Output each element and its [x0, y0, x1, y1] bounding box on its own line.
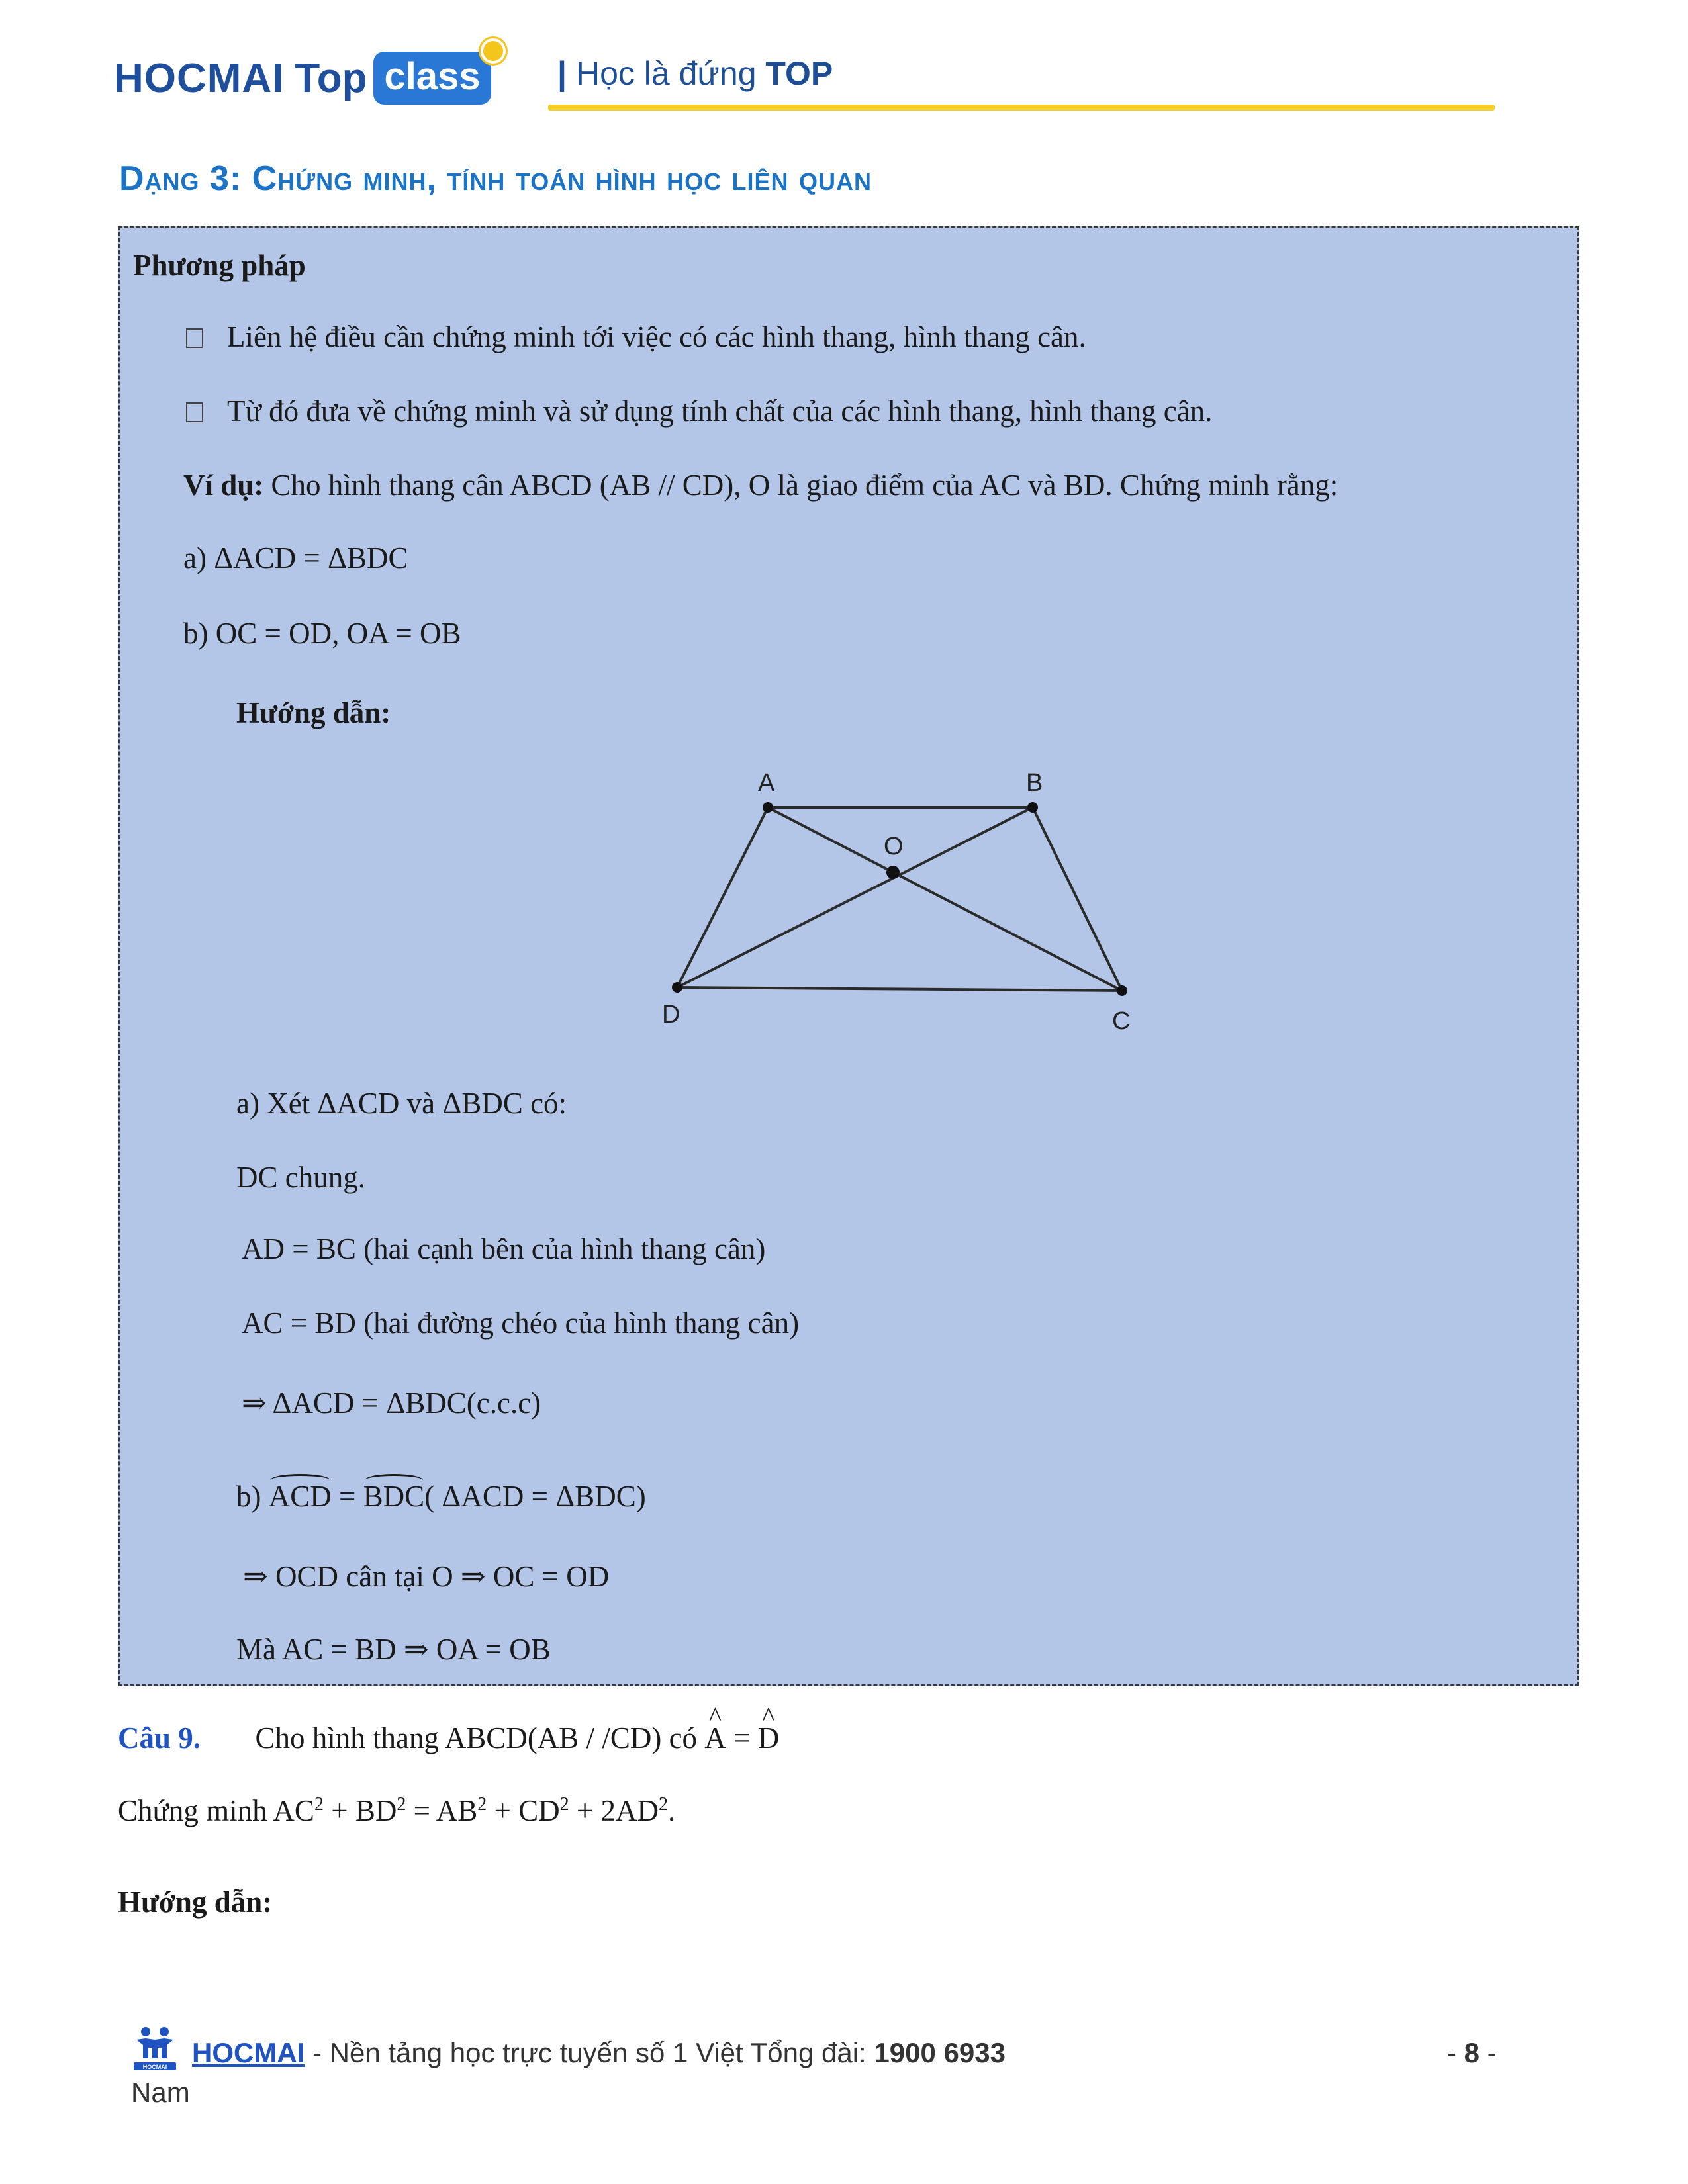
- page-num-value: 8: [1464, 2037, 1480, 2068]
- page-pre: -: [1447, 2037, 1464, 2068]
- footer-nam: Nam: [131, 2077, 190, 2108]
- diagonal-ac: [768, 807, 1122, 991]
- example-text: Cho hình thang cân ABCD (AB // CD), O là giao điểm của AC và BD. Chứng minh rằng:: [263, 469, 1338, 502]
- tagline-text: Học là đứng: [576, 55, 766, 92]
- checkbox-icon: [186, 402, 203, 422]
- diagonal-bd: [677, 807, 1033, 987]
- question-guide-heading: Hướng dẫn:: [118, 1886, 273, 1919]
- example-part-a: a) ΔACD = ΔBDC: [183, 541, 408, 574]
- sun-icon: [481, 38, 506, 64]
- hocmai-people-icon: [131, 2025, 179, 2073]
- point-d: [672, 982, 682, 993]
- point-c: [1117, 985, 1127, 996]
- footer-phone: 1900 6933: [874, 2037, 1006, 2068]
- solution-b-line-2: ⇒ OCD cân tại O ⇒ OC = OD: [243, 1560, 610, 1593]
- sq-5: 2: [659, 1794, 669, 1815]
- footer-brand-link[interactable]: HOCMAI: [192, 2037, 305, 2068]
- header-divider: [548, 105, 1495, 111]
- section-title: Dạng 3: Chứng minh, tính toán hình học liên quan: [119, 159, 872, 198]
- footer-description: - Nền tảng học trực tuyến số 1 Việt Tổng đài:: [305, 2037, 874, 2068]
- question-text: Cho hình thang ABCD(AB / /CD) có: [255, 1721, 705, 1754]
- page-number: [1447, 2037, 1497, 2069]
- example-line: [183, 468, 1338, 502]
- sq-1: 2: [314, 1794, 324, 1815]
- trapezoid-figure: [655, 764, 1158, 1056]
- edge-bc: [1033, 807, 1122, 991]
- prove-ad: + 2AD: [569, 1794, 659, 1827]
- angle-acd: ACD: [268, 1480, 332, 1513]
- prove-cd: + CD: [487, 1794, 560, 1827]
- hocmai-topclass-logo: [114, 52, 491, 105]
- solution-line-4: AC = BD (hai đường chéo của hình thang cân): [242, 1306, 800, 1340]
- logo-top-text: Top: [295, 55, 367, 101]
- logo-class-badge: [373, 52, 491, 105]
- angle-d: ^ D: [758, 1721, 780, 1755]
- edge-cd: [677, 987, 1122, 991]
- point-o: [886, 866, 900, 879]
- sq-3: 2: [477, 1794, 487, 1815]
- sol-b-prefix: b): [236, 1480, 269, 1513]
- label-a: A: [758, 769, 775, 797]
- method-bullet-1: [186, 320, 1086, 354]
- guide-heading: Hướng dẫn:: [236, 696, 391, 729]
- solution-b-line-3: Mà AC = BD ⇒ OA = OB: [236, 1633, 551, 1666]
- example-label: Ví dụ:: [183, 469, 264, 502]
- tagline-top: TOP: [765, 55, 833, 92]
- point-a: [763, 802, 773, 813]
- angle-bdc: BDC: [363, 1480, 425, 1513]
- prove-ac: Chứng minh AC: [118, 1794, 314, 1827]
- method-heading: Phương pháp: [133, 249, 306, 282]
- method-bullet-2: [186, 394, 1212, 428]
- label-b: B: [1026, 769, 1043, 797]
- footer-text: [192, 2037, 1006, 2069]
- checkbox-icon: [186, 328, 203, 348]
- question-eq: =: [726, 1721, 758, 1754]
- header-tagline: [557, 54, 833, 93]
- logo-hocmai-text: HOCMAI: [114, 55, 285, 101]
- logo-class-text: class: [384, 55, 481, 98]
- solution-line-2: DC chung.: [236, 1161, 365, 1194]
- question-label: Câu 9.: [118, 1721, 201, 1754]
- question-9-line: [118, 1721, 779, 1755]
- label-d: D: [662, 1001, 680, 1028]
- sol-b-suffix: ( ΔACD = ΔBDC): [424, 1480, 646, 1513]
- question-9-prove: [118, 1794, 675, 1828]
- page-post: -: [1479, 2037, 1497, 2068]
- prove-ab: = AB: [406, 1794, 478, 1827]
- prove-end: .: [668, 1794, 676, 1827]
- sol-b-mid: =: [331, 1480, 363, 1513]
- method-bullet-2-text: Từ đó đưa về chứng minh và sử dụng tính chất của các hình thang, hình thang cân.: [227, 394, 1213, 428]
- solution-line-3: AD = BC (hai cạnh bên của hình thang cân): [242, 1232, 766, 1265]
- angle-a: ^ A: [704, 1721, 726, 1755]
- tagline-separator: |: [557, 55, 567, 92]
- label-c: C: [1112, 1007, 1131, 1035]
- method-bullet-1-text: Liên hệ điều cần chứng minh tới việc có các hình thang, hình thang cân.: [227, 320, 1086, 353]
- prove-bd: + BD: [323, 1794, 397, 1827]
- label-o: O: [884, 833, 904, 860]
- edge-da: [677, 807, 768, 987]
- solution-b-line-1: [236, 1479, 646, 1514]
- example-part-b: b) OC = OD, OA = OB: [183, 617, 461, 650]
- sq-4: 2: [559, 1794, 569, 1815]
- solution-line-1: a) Xét ΔACD và ΔBDC có:: [236, 1087, 567, 1120]
- point-b: [1027, 802, 1038, 813]
- sq-2: 2: [397, 1794, 406, 1815]
- footer-icon-label: HOCMAI: [142, 2064, 167, 2070]
- solution-line-5: ⇒ ΔACD = ΔBDC(c.c.c): [242, 1387, 541, 1420]
